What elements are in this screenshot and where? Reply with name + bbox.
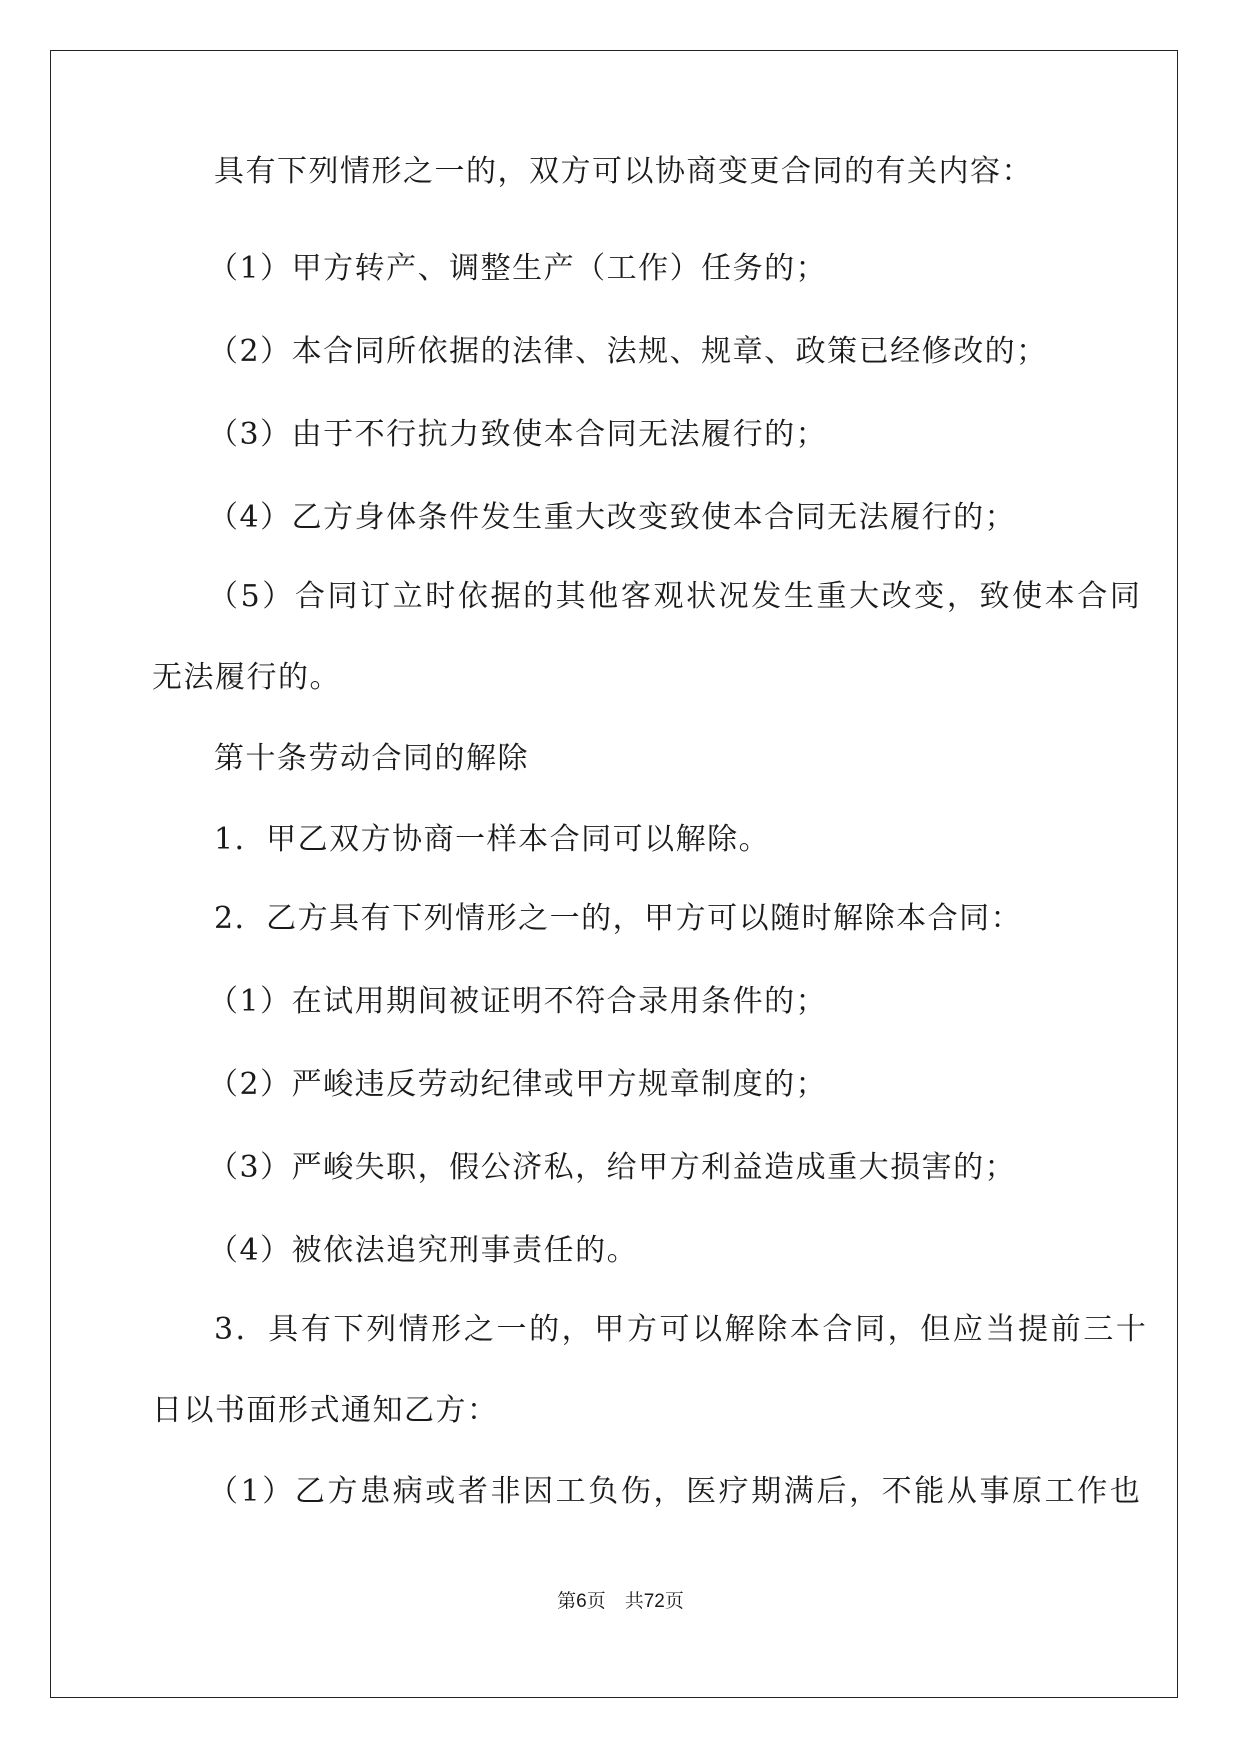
total-page-count: 72 (643, 1591, 665, 1612)
text-line: 1．甲乙双方协商一样本合同可以解除。 (214, 822, 771, 857)
text-line: 3．具有下列情形之一的，甲方可以解除本合同，但应当提前三十 (214, 1312, 1149, 1347)
text-line: （3）由于不行抗力致使本合同无法履行的； (208, 417, 828, 452)
text-line: （3）严峻失职，假公济私，给甲方利益造成重大损害的； (208, 1150, 1017, 1185)
footer-prefix: 第 (557, 1591, 577, 1612)
text-line: （2）严峻违反劳动纪律或甲方规章制度的； (208, 1067, 828, 1102)
text-line: （1）甲方转产、调整生产（工作）任务的； (208, 251, 828, 286)
text-line: （4）乙方身体条件发生重大改变致使本合同无法履行的； (208, 500, 1017, 535)
section-heading: 第十条劳动合同的解除 (214, 741, 529, 776)
page-frame (50, 50, 1178, 1698)
footer-suffix: 页 (664, 1591, 684, 1612)
text-line: 具有下列情形之一的，双方可以协商变更合同的有关内容： (214, 154, 1033, 189)
text-line: 2．乙方具有下列情形之一的，甲方可以随时解除本合同： (214, 901, 1023, 936)
current-page-number: 6 (576, 1591, 587, 1612)
footer-mid: 页 共 (586, 1591, 644, 1612)
text-line: 无法履行的。 (152, 660, 341, 695)
text-line: （1）在试用期间被证明不符合录用条件的； (208, 984, 828, 1019)
text-line: （2）本合同所依据的法律、法规、规章、政策已经修改的； (208, 334, 1048, 369)
text-line: （1）乙方患病或者非因工负伤，医疗期满后，不能从事原工作也 (208, 1474, 1143, 1509)
page-footer (0, 1586, 1241, 1613)
text-line: 日以书面形式通知乙方： (152, 1393, 499, 1428)
text-line: （5）合同订立时依据的其他客观状况发生重大改变，致使本合同 (208, 579, 1143, 614)
text-line: （4）被依法追究刑事责任的。 (208, 1233, 639, 1268)
